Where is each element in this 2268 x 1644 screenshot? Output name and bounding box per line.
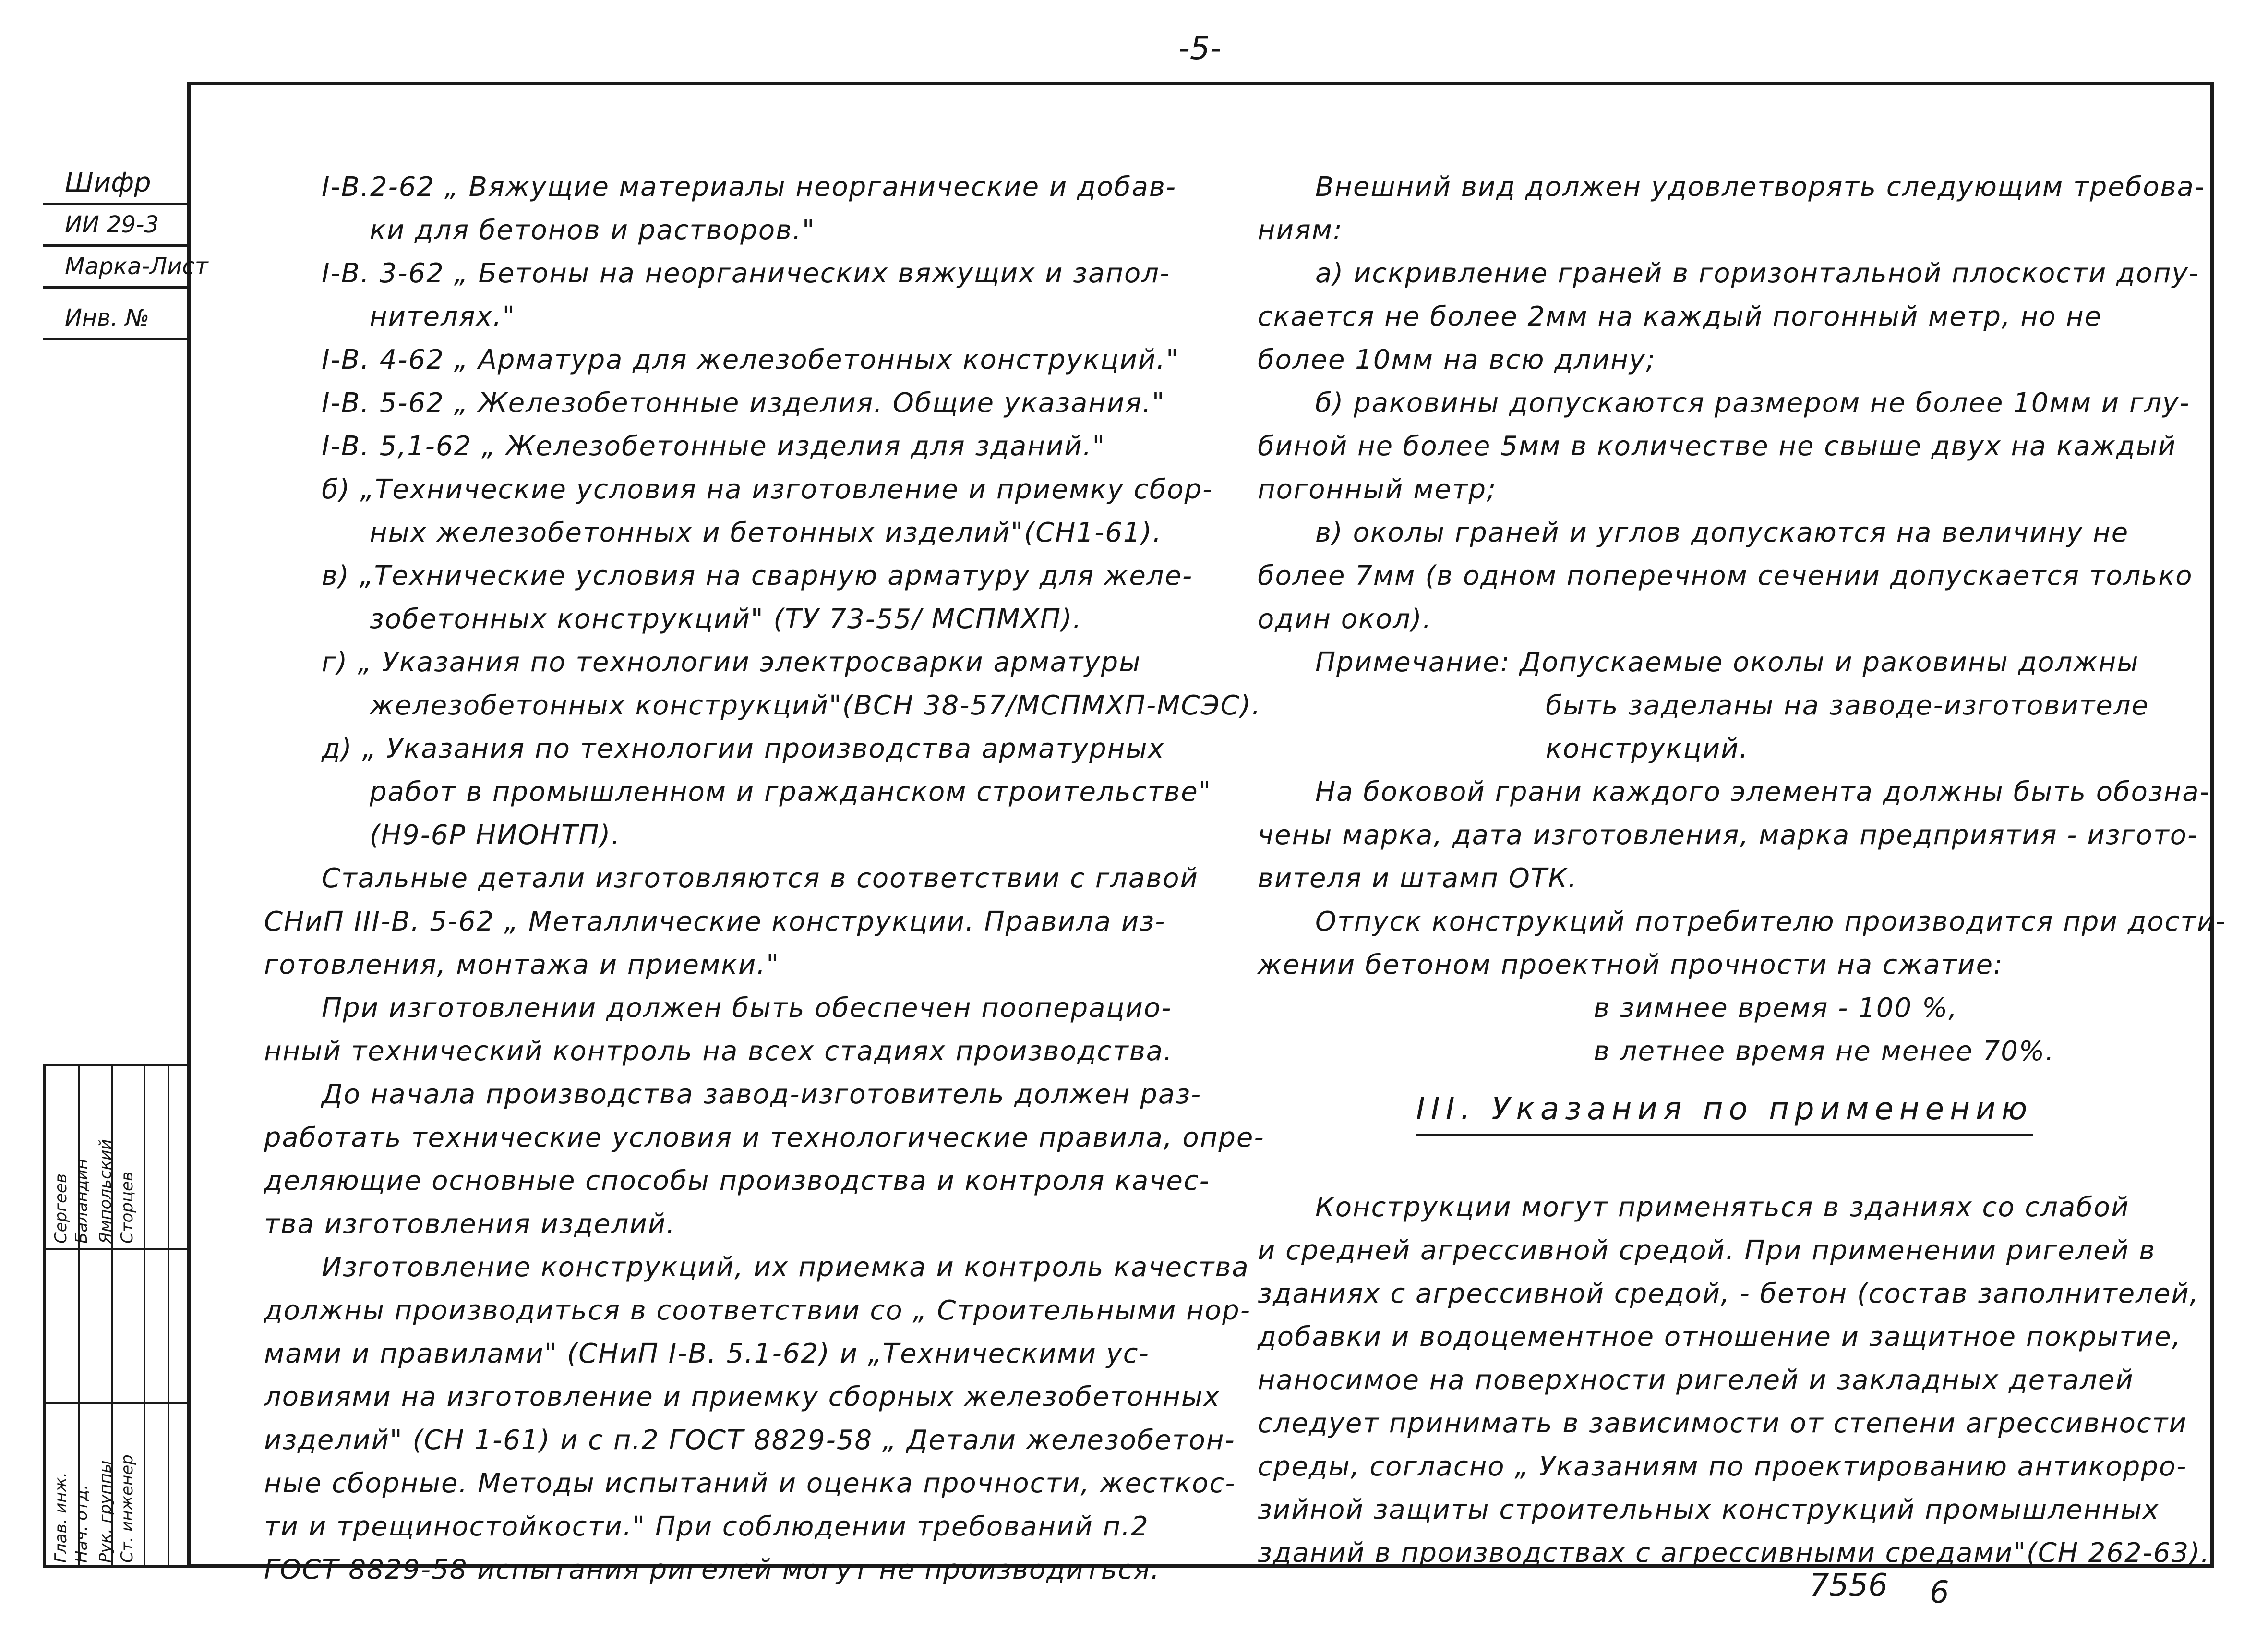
text-line: следует принимать в зависимости от степени агрессивности <box>1258 1408 2187 1439</box>
stamp-role: Глав. инж. <box>51 1472 71 1563</box>
document-number: 7556 <box>1810 1568 1888 1603</box>
text-line: изделий" (СН 1-61) и с п.2 ГОСТ 8829-58 „ Детали железобетон- <box>264 1425 1236 1456</box>
text-line: готовления, монтажа и приемки." <box>264 949 780 980</box>
stamp-role: Нач. отд. <box>72 1484 91 1563</box>
text-line: мами и правилами" (СНиП I-В. 5.1-62) и „Техническими ус- <box>264 1338 1150 1369</box>
stamp-name: Сергеев <box>51 1173 71 1244</box>
text-line: работать технические условия и технологические правила, опре- <box>264 1122 1265 1153</box>
stamp-role: Ст. инженер <box>118 1454 137 1563</box>
text-line: Отпуск конструкций потребителю производится при дости- <box>1315 906 2226 937</box>
stamp-role: Рук. группы <box>96 1460 115 1563</box>
text-line: На боковой грани каждого элемента должны быть обозна- <box>1315 776 2210 808</box>
mark-sheet-label: Марка-Лист <box>43 247 187 289</box>
page-number: -5- <box>1178 30 1222 67</box>
text-line: ки для бетонов и растворов." <box>370 215 816 246</box>
text-line: вителя и штамп ОТК. <box>1258 863 1578 894</box>
text-line: ти и трещиностойкости." При соблюдении требований п.2 <box>264 1511 1149 1542</box>
text-line: I-В.2-62 „ Вяжущие материалы неорганические и добав- <box>322 171 1177 203</box>
text-line: наносимое на поверхности ригелей и закладных деталей <box>1258 1365 2134 1396</box>
text-line: ГОСТ 8829-58 испытания ригелей могут не производиться. <box>264 1554 1161 1585</box>
text-line: в летнее время не менее 70%. <box>1594 1036 2055 1067</box>
text-line: добавки и водоцементное отношение и защитное покрытие, <box>1258 1321 2182 1353</box>
text-line: Примечание: Допускаемые околы и раковины должны <box>1315 647 2139 678</box>
sheet-number: 6 <box>1930 1575 1949 1610</box>
text-line: а) искривление граней в горизонтальной плоскости допу- <box>1315 258 2199 289</box>
text-line: Конструкции могут применяться в зданиях со слабой <box>1315 1192 2130 1223</box>
cipher-code: ИИ 29-3 <box>43 205 187 247</box>
text-line: быть заделаны на заводе-изготовителе <box>1546 690 2149 721</box>
text-line: жении бетоном проектной прочности на сжатие: <box>1258 949 2004 980</box>
inventory-label: Инв. № <box>43 298 187 340</box>
text-line: более 10мм на всю длину; <box>1258 344 1656 375</box>
text-line: тва изготовления изделий. <box>264 1209 676 1240</box>
text-line: I-В. 3-62 „ Бетоны на неорганических вяжущих и запол- <box>322 258 1171 289</box>
text-line: ниям: <box>1258 215 1343 246</box>
text-line: До начала производства завод-изготовитель должен раз- <box>322 1079 1202 1110</box>
section-heading-row <box>1258 1073 2165 1160</box>
text-line: конструкций. <box>1546 733 1749 764</box>
cipher-label: Шифр <box>43 163 187 205</box>
text-line: I-В. 5,1-62 „ Железобетонные изделия для зданий." <box>322 431 1106 462</box>
text-line: д) „ Указания по технологии производства арматурных <box>322 733 1165 764</box>
signature-stamp <box>43 1064 187 1568</box>
text-line: б) „Технические условия на изготовление и приемку сбор- <box>322 474 1213 505</box>
text-line: чены марка, дата изготовления, марка предприятия - изгото- <box>1258 820 2198 851</box>
text-line: среды, согласно „ Указаниям по проектированию антикорро- <box>1258 1451 2187 1482</box>
right-bottom-block <box>1258 1186 2210 1575</box>
side-strip <box>43 163 208 340</box>
text-line: один окол). <box>1258 604 1432 635</box>
text-line: (Н9-6Р НИОНТП). <box>370 820 621 851</box>
text-line: биной не более 5мм в количестве не свыше двух на каждый <box>1258 431 2177 462</box>
text-line: ные сборные. Методы испытаний и оценка прочности, жесткос- <box>264 1468 1236 1499</box>
text-line: Внешний вид должен удовлетворять следующим требова- <box>1315 171 2206 203</box>
text-line: б) раковины допускаются размером не более 10мм и глу- <box>1315 387 2190 419</box>
text-line: должны производиться в соответствии со „ Строительными нор- <box>264 1295 1251 1326</box>
text-line: скается не более 2мм на каждый погонный метр, но не <box>1258 301 2102 332</box>
text-line: железобетонных конструкций"(ВСН 38-57/МСПМХП-МСЭС). <box>370 690 1261 721</box>
stamp-name: Сторцев <box>118 1171 137 1244</box>
text-line: работ в промышленном и гражданском строительстве" <box>370 776 1212 808</box>
text-line: г) „ Указания по технологии электросварки арматуры <box>322 647 1141 678</box>
text-line: погонный метр; <box>1258 474 1497 505</box>
text-line: Изготовление конструкций, их приемка и контроль качества <box>322 1252 1249 1283</box>
text-line: ловиями на изготовление и приемку сборных железобетонных <box>264 1381 1221 1413</box>
right-top-block <box>1258 166 2226 1073</box>
section-heading: III. Указания по применению <box>1416 1088 2033 1136</box>
text-line: I-В. 4-62 „ Арматура для железобетонных конструкций." <box>322 344 1179 375</box>
text-line: зданий в производствах с агрессивными средами"(СН 262-63). <box>1258 1537 2210 1569</box>
left-text-column <box>264 166 1265 1592</box>
text-line: ных железобетонных и бетонных изделий"(СН1-61). <box>370 517 1163 548</box>
text-line: нный технический контроль на всех стадиях производства. <box>264 1036 1173 1067</box>
text-line: Стальные детали изготовляются в соответствии с главой <box>322 863 1199 894</box>
text-line: в зимнее время - 100 %, <box>1594 992 1958 1024</box>
text-line: в) „Технические условия на сварную арматуру для желе- <box>322 560 1193 592</box>
text-line: деляющие основные способы производства и контроля качес- <box>264 1165 1210 1197</box>
text-line: и средней агрессивной средой. При применении ригелей в <box>1258 1235 2156 1266</box>
text-line: зобетонных конструкций" (ТУ 73-55/ МСПМХП). <box>370 604 1082 635</box>
text-line: нителях." <box>370 301 516 332</box>
text-line: зийной защиты строительных конструкций промышленных <box>1258 1494 2160 1525</box>
text-line: зданиях с агрессивной средой, - бетон (состав заполнителей, <box>1258 1278 2199 1309</box>
text-line: в) околы граней и углов допускаются на величину не <box>1315 517 2129 548</box>
stamp-name: Ямпольский <box>96 1139 115 1244</box>
text-line: более 7мм (в одном поперечном сечении допускается только <box>1258 560 2193 592</box>
text-line: I-В. 5-62 „ Железобетонные изделия. Общие указания." <box>322 387 1165 419</box>
stamp-name: Баландин <box>72 1159 91 1244</box>
right-text-column <box>1258 166 2226 1575</box>
text-line: СНиП III-В. 5-62 „ Металлические конструкции. Правила из- <box>264 906 1166 937</box>
text-line: При изготовлении должен быть обеспечен пооперацио- <box>322 992 1172 1024</box>
